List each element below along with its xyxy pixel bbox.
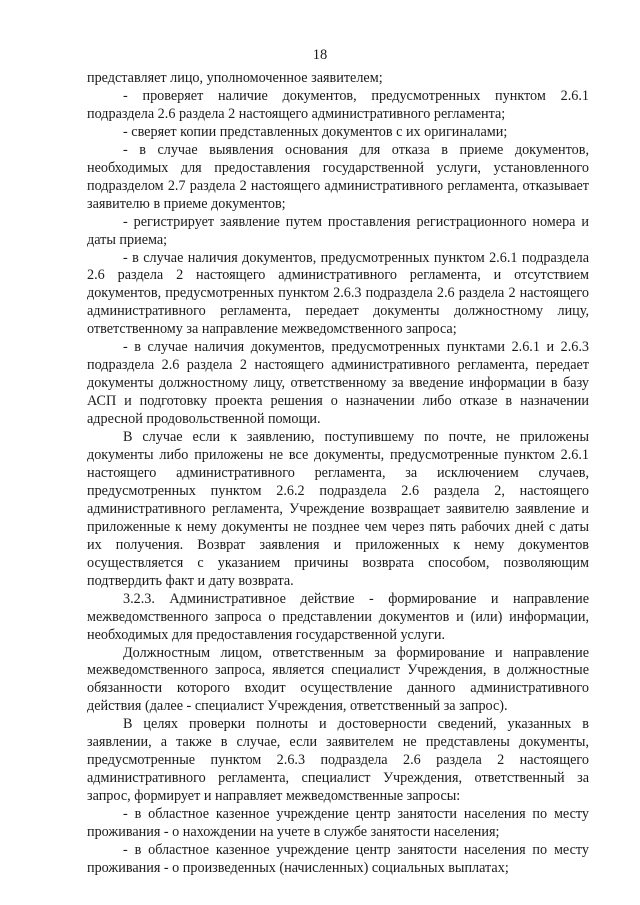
list-item-register-application: - регистрирует заявление путем проставления регистрационного номера и даты приема; [87,213,589,248]
paragraph-section-3-2-3: 3.2.3. Административное действие - формирование и направление межведомственного запроса о представлении документов и (или) информации, необходимых для предоставления государственной услуги. [87,590,589,643]
list-item-transfer-interagency: - в случае наличия документов, предусмотренных пунктом 2.6.1 подраздела 2.6 раздела 2 настоящего административного регламента, и отсутствием документов, предусмотренных пунктом 2.6.3 подраздела 2.6 раздела 2 настоящего административного регламента, передает документы должностному лицу, ответственному за направление межведомственного запроса; [87,249,589,338]
list-item-social-payments: - в областное казенное учреждение центр занятости населения по месту проживания - о произведенных (начисленных) социальных выплатах; [87,841,589,876]
page-text [87,70,589,878]
paragraph-responsible-official: Должностным лицом, ответственным за формирование и направление межведомственного запроса, является специалист Учреждения, в должностные обязанности которого входит осуществление данного административного действия (далее - специалист Учреждения, ответственный за запрос). [87,644,589,715]
paragraph-continuation: представляет лицо, уполномоченное заявителем; [87,70,383,86]
paragraph-mail-return: В случае если к заявлению, поступившему по почте, не приложены документы либо приложены не все документы, предусмотренные пунктом 2.6.1 настоящего административного регламента, за исключением случаев, предусмотренных пунктом 2.6.2 подраздела 2.6 раздела 2, настоящего административного регламента, Учреждение возвращает заявителю заявление и приложенные к нему документы не позднее чем через пять рабочих дней с даты их получения. Возврат заявления и приложенных к нему документов осуществляется с указанием причины возврата способом, позволяющим подтвердить факт и дату возврата. [87,429,589,589]
paragraph-verification-requests: В целях проверки полноты и достоверности сведений, указанных в заявлении, а также в случае, если заявителем не представлены документы, предусмотренные пунктом 2.6.3 подраздела 2.6 раздела 2 настоящего административного регламента, специалист Учреждения, ответственный за запрос, формирует и направляет межведомственные запросы: [87,716,589,805]
list-item-transfer-asp: - в случае наличия документов, предусмотренных пунктами 2.6.1 и 2.6.3 подраздела 2.6 раздела 2 настоящего административного регламента, передает документы должностному лицу, ответственному за введение информации в базу АСП и подготовку проекта решения о назначении либо отказе в назначении адресной продовольственной помощи. [87,339,589,428]
list-item-check-documents: - проверяет наличие документов, предусмотренных пунктом 2.6.1 подраздела 2.6 раздела 2 настоящего административного регламента; [87,87,589,122]
list-item-refuse-acceptance: - в случае выявления основания для отказа в приеме документов, необходимых для предоставления государственной услуги, установленного подразделом 2.7 раздела 2 настоящего административного регламента, отказывает заявителю в приеме документов; [87,141,589,212]
list-item-verify-copies: - сверяет копии представленных документов с их оригиналами; [123,123,508,140]
page-number: 18 [312,47,328,63]
list-item-employment-registration: - в областное казенное учреждение центр занятости населения по месту проживания - о нахождении на учете в службе занятости населения; [87,806,589,841]
